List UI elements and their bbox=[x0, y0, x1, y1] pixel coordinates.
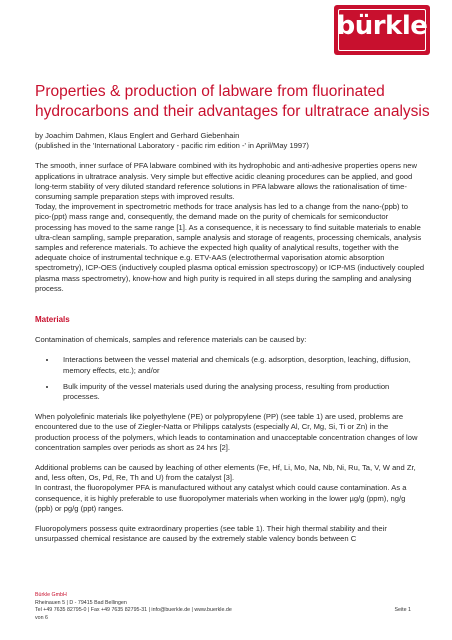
intro-paragraph-2: Today, the improvement in spectrometric methods for trace analysis has led to a change from the nano-(ppb) to pico-(ppt) mass range and, consequently, the demand made on the purity of chemicals for semiconductor processing has moved to the same range [1]. As a consequence, it is necessary to find suitable materials to enable ultra-clean sampling, sample preparation, sample analysis and storage of reagents, processing chemicals, analysis samples and reference materials. To achieve the expected high quality of analytical results, together with the adequate choice of instrumental technique e.g. ETV-AAS (electrothermal vaporisation atomic absorption spectrometry), ICP-OES (inductively coupled plasma optical emission spectroscopy) or ICP-MS (inductively coupled plasma mass spectrometry), know-how and high purity is required in all steps during the sampling and analysing process. bbox=[35, 202, 425, 293]
page-footer bbox=[35, 592, 435, 622]
intro-paragraph-1: The smooth, inner surface of PFA labware combined with its hydrophobic and anti-adhesive properties opens new applications in ultratrace analysis. Very simple but effective acidic cleaning procedures can be applied, and good long-term stability of very diluted standard reference solutions in PFA labware allows the rationalisation of time-consuming sample preparation steps with improved results. bbox=[35, 161, 418, 202]
buerkle-logo bbox=[334, 5, 430, 55]
footer-contact: Tel +49 7635 82795-0 | Fax +49 7635 82795-31 | info@buerkle.de | www.buerkle.de bbox=[35, 607, 232, 614]
logo-text: bürkle bbox=[336, 11, 428, 41]
document-body bbox=[35, 131, 425, 555]
authors: by Joachim Dahmen, Klaus Englert and Gerhard Giebenhain bbox=[35, 131, 240, 140]
list-item: • Bulk impurity of the vessel materials used during the analysing process, resulting from production processes. bbox=[57, 382, 425, 402]
materials-paragraph-1: When polyolefinic materials like polyethylene (PE) or polypropylene (PP) (see table 1) are used, problems are encountered due to the use of Ziegler-Natta or Philipps catalysts (especially Al, Cr, Mg, Si, Ti or Zn) in the production process of the polymers, which leads to contamination and unacceptable concentration changes of low concentration samples over periods as short as 24 hrs [2]. bbox=[35, 412, 418, 452]
footer-page-of: von 6 bbox=[35, 614, 48, 621]
materials-paragraph-2: Additional problems can be caused by leaching of other elements (Fe, Hf, Li, Mo, Na, Nb, Ni, Ru, Ta, V, W and Zr, and, less often, Os, Pd, Re, Th and U) from the catalyst [3]. bbox=[35, 463, 416, 483]
footer-address: Rheinauen 5 | D - 79415 Bad Bellingen bbox=[35, 599, 127, 606]
materials-intro: Contamination of chemicals, samples and reference materials can be caused by: bbox=[35, 335, 307, 345]
document-title: Properties & production of labware from fluorinated hydrocarbons and their advantages for ultratrace analysis bbox=[35, 83, 430, 120]
contamination-list bbox=[35, 355, 425, 402]
materials-paragraph-3: In contrast, the fluoropolymer PFA is manufactured without any catalyst which could cause contamination. As a consequence, it is highly preferable to use fluoropolymer materials when working in the lower µg/g (ppm), ng/g (ppb) or pg/g (ppt) ranges. bbox=[35, 483, 407, 513]
materials-paragraph-4: Fluoropolymers possess quite extraordinary properties (see table 1). Their high thermal stability and their unsurpassed chemical resistance are caused by the extremely stable valency bonds between C bbox=[35, 524, 387, 544]
footer-company: Bürkle GmbH bbox=[35, 592, 67, 598]
materials-heading: Materials bbox=[35, 315, 70, 325]
footer-page-number: Seite 1 bbox=[394, 607, 411, 613]
list-item: • Interactions between the vessel material and chemicals (e.g. adsorption, desorption, leaching, diffusion, memory effects, etc.); and/or bbox=[57, 355, 425, 375]
publication-note: (published in the 'International Laboratory - pacific rim edition -' in April/May 1997) bbox=[35, 141, 309, 151]
